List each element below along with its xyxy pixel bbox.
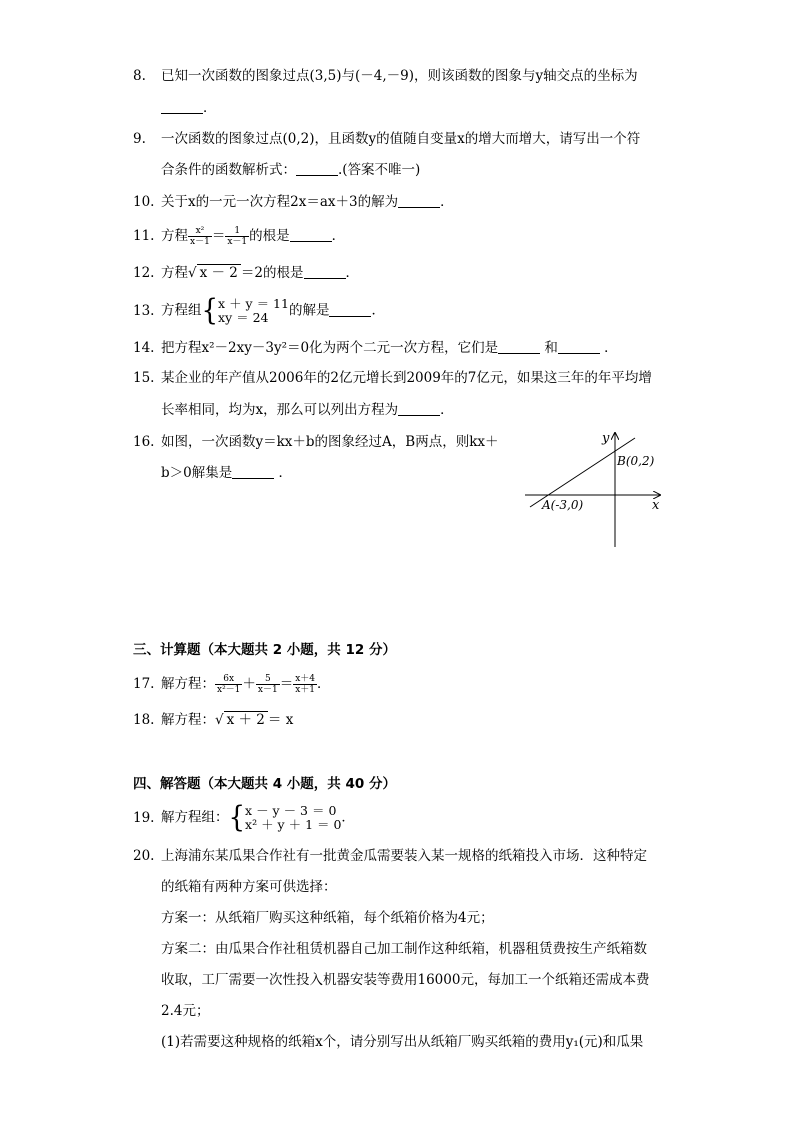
denominator: x＋1 <box>295 685 316 695</box>
question-text: 解方程： <box>161 676 215 692</box>
question-number: 11. <box>133 228 155 244</box>
punctuation: ． <box>203 100 217 116</box>
question-18 <box>133 710 293 730</box>
question-number: 13. <box>133 302 155 319</box>
punctuation: ． <box>371 302 385 319</box>
numerator: 1 <box>225 226 249 237</box>
linear-function-graph <box>520 425 670 550</box>
question-note: .(答案不唯一) <box>338 162 421 178</box>
punctuation: ． <box>317 676 331 692</box>
punctuation: ． <box>278 465 293 481</box>
question-text: b＞0解集是 <box>161 465 233 481</box>
numerator: 5 <box>256 674 280 685</box>
answer-blank <box>304 264 346 279</box>
section-heading <box>133 638 396 658</box>
punctuation: ． <box>341 809 355 826</box>
question-16 <box>133 432 499 452</box>
point-a-label: A(-3,0) <box>542 498 584 512</box>
question-text: 收取，工厂需要一次性投入机器安装等费用16000元，每加工一个纸箱还需成本费 <box>161 972 650 988</box>
question-16-cont <box>161 463 292 483</box>
question-text: 已知一次函数的图象过点(3,5)与(－4,－9)，则该函数的图象与y轴交点的坐标为 <box>161 68 638 84</box>
fraction <box>188 226 212 247</box>
equation-2: xy ＝ 24 <box>218 310 269 325</box>
brace-symbol: { <box>228 801 246 835</box>
question-8 <box>133 66 638 86</box>
equation-2: x² ＋ y ＋ 1 ＝ 0 <box>245 817 342 832</box>
question-text: ＝2的根是 <box>240 265 304 281</box>
question-text: 某企业的年产值从2006年的2亿元增长到2009年的7亿元，如果这三年的年平均增 <box>161 370 652 386</box>
radicand: x ＋ 2 <box>224 711 268 728</box>
question-text: 方程组 <box>161 302 202 319</box>
question-text: ＝ x <box>267 712 294 728</box>
equals-sign: ＝ <box>279 676 294 692</box>
point-b-label: B(0,2) <box>617 454 655 468</box>
punctuation: ． <box>440 402 454 418</box>
sqrt-symbol: √ <box>215 712 224 728</box>
denominator: x－1 <box>227 237 248 247</box>
question-text: 一次函数的图象过点(0,2)，且函数y的值随自变量x的增大而增大，请写出一个符 <box>161 131 641 147</box>
x-axis-label: x <box>652 498 660 513</box>
question-text: 把方程x²－2xy－3y²＝0化为两个二元一次方程，它们是 <box>161 340 499 356</box>
y-axis-label: y <box>602 431 610 446</box>
denominator: x²－1 <box>217 685 241 695</box>
question-8-cont <box>161 98 217 118</box>
question-19 <box>133 801 355 835</box>
question-number: 14. <box>133 340 155 356</box>
question-text: 关于x的一元一次方程2x＝ax＋3的解为 <box>161 194 399 210</box>
question-text: 和 <box>544 340 558 356</box>
sqrt-symbol: √ <box>188 265 197 281</box>
equation-system <box>245 804 341 832</box>
question-number: 8. <box>133 68 146 84</box>
answer-blank <box>398 193 440 208</box>
answer-blank <box>558 339 600 354</box>
fraction <box>215 674 242 695</box>
question-20 <box>133 846 647 866</box>
question-text: 的纸箱有两种方案可供选择： <box>161 879 337 895</box>
question-text: 解方程组： <box>161 809 229 826</box>
question-text: 合条件的函数解析式： <box>161 162 296 178</box>
numerator: 6x <box>215 674 242 685</box>
question-12 <box>133 263 359 283</box>
answer-blank <box>296 161 338 176</box>
section-heading <box>133 772 396 792</box>
question-15-cont <box>161 400 454 420</box>
option-two-text: 方案二：由瓜果合作社租赁机器自己加工制作这种纸箱，机器租赁费按生产纸箱数 <box>161 941 647 957</box>
punctuation: ． <box>345 265 359 281</box>
question-9-cont <box>161 160 420 180</box>
question-text: 解方程： <box>161 712 215 728</box>
answer-blank <box>290 227 332 242</box>
section-title: 三、计算题（本大题共 2 小题，共 12 分） <box>133 642 396 658</box>
equation-system <box>218 297 289 325</box>
question-text: 的解是 <box>288 302 330 319</box>
punctuation: ． <box>331 228 346 244</box>
radicand: x － 2 <box>197 264 241 281</box>
equation-1: x － y － 3 ＝ 0 <box>245 803 337 818</box>
function-line <box>530 438 635 507</box>
denominator: x－1 <box>257 685 278 695</box>
fraction <box>256 674 280 695</box>
fraction <box>293 674 317 695</box>
question-number: 10. <box>133 194 155 210</box>
answer-blank <box>232 464 274 479</box>
answer-blank <box>161 99 203 114</box>
numerator: x² <box>188 226 212 237</box>
question-text: 方程 <box>161 265 188 281</box>
question-9 <box>133 129 640 149</box>
question-number: 16. <box>133 434 155 450</box>
question-10 <box>133 192 454 212</box>
question-17 <box>133 674 331 695</box>
question-number: 18. <box>133 712 155 728</box>
numerator: x＋4 <box>295 674 316 684</box>
fraction <box>225 226 249 247</box>
question-15 <box>133 368 652 388</box>
punctuation: ． <box>604 340 618 356</box>
question-text: 2.4元； <box>161 1003 210 1019</box>
equals-sign: ＝ <box>211 228 226 244</box>
equation-1: x ＋ y ＝ 11 <box>218 296 289 311</box>
question-text: 长率相同，均为x，那么可以列出方程为 <box>161 402 399 418</box>
punctuation: ． <box>440 194 454 210</box>
plus-sign: ＋ <box>242 676 256 692</box>
section-title: 四、解答题（本大题共 4 小题，共 40 分） <box>133 776 396 792</box>
question-11 <box>133 226 345 247</box>
question-number: 9. <box>133 131 146 147</box>
question-number: 15. <box>133 370 155 386</box>
question-14 <box>133 338 618 358</box>
question-13 <box>133 294 385 328</box>
question-text: 方程 <box>161 228 188 244</box>
option-one-text: 方案一：从纸箱厂购买这种纸箱，每个纸箱价格为4元； <box>161 910 494 926</box>
answer-blank <box>498 339 540 354</box>
brace-symbol: { <box>201 294 219 328</box>
question-text: 如图，一次函数y＝kx＋b的图象经过A，B两点，则kx＋ <box>161 434 499 450</box>
question-text: 的根是 <box>249 228 290 244</box>
denominator: x－1 <box>190 237 210 247</box>
question-number: 17. <box>133 676 155 692</box>
answer-blank <box>398 401 440 416</box>
question-text: 上海浦东某瓜果合作社有一批黄金瓜需要装入某一规格的纸箱投入市场．这种特定 <box>161 848 647 864</box>
question-number: 12. <box>133 265 155 281</box>
sub-question-1: (1)若需要这种规格的纸箱x个，请分别写出从纸箱厂购买纸箱的费用y₁(元)和瓜果 <box>161 1034 644 1050</box>
answer-blank <box>329 302 371 317</box>
question-number: 19. <box>133 809 155 826</box>
question-number: 20. <box>133 848 155 864</box>
